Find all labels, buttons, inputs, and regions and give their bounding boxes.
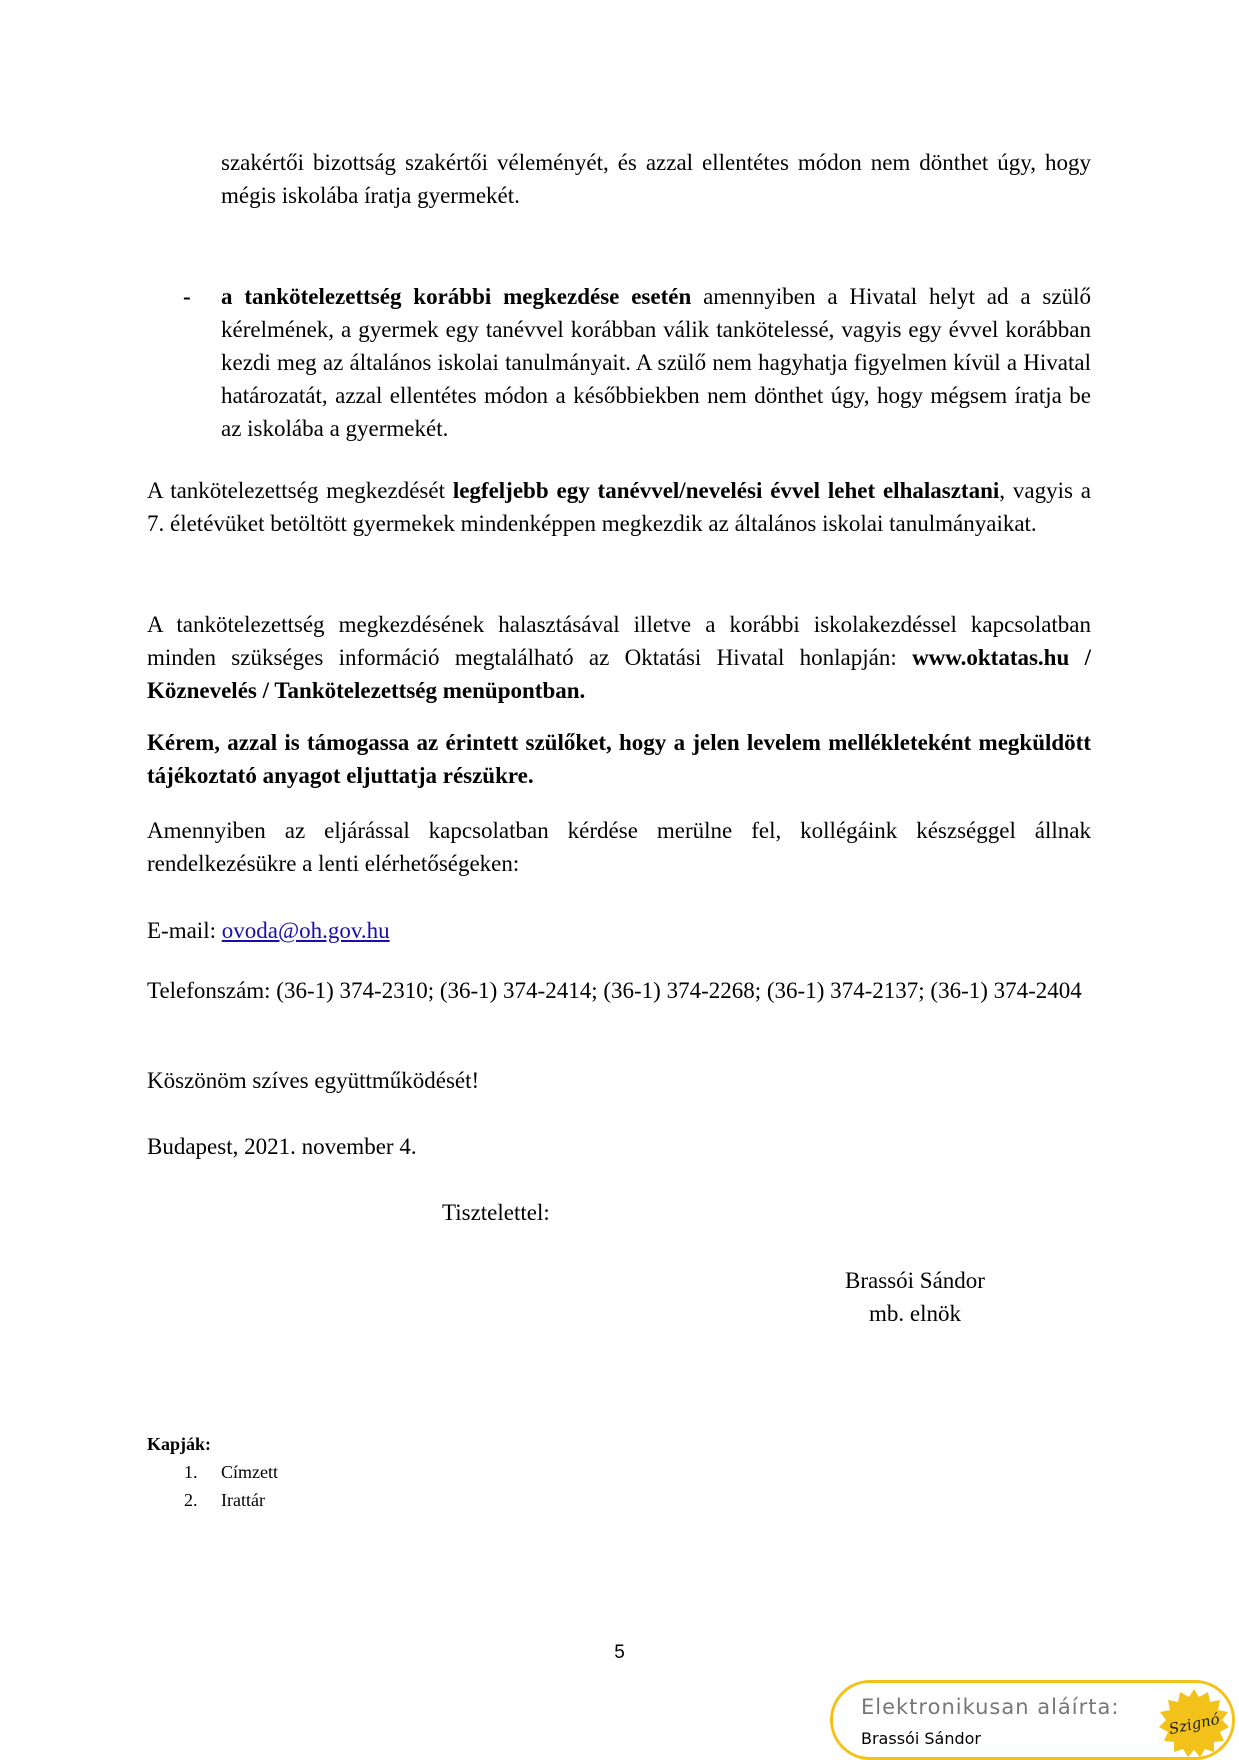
stamp-label: Elektronikusan aláírta: [861, 1695, 1120, 1719]
paragraph-text: A tankötelezettség megkezdésének halasztásával illetve a korábbi iskolakezdéssel kapcsolatban minden szükséges információ megtalálható az Oktatási Hivatal honlapján: [147, 612, 1091, 670]
paragraph-bold-text: legfeljebb egy tanévvel/nevelési évvel lehet elhalasztani [452, 478, 1000, 503]
paragraph-continuation [221, 146, 1091, 212]
thanks-line: Köszönöm szíves együttműködését! [147, 1068, 480, 1093]
recipients-heading: Kapják: [147, 1434, 212, 1454]
greeting: Tisztelettel: [442, 1200, 550, 1225]
request-bold-text: Kérem, azzal is támogassa az érintett szülőket, hogy a jelen levelem mellékleteként megküldött tájékoztató anyagot eljuttatja részükre. [147, 730, 1091, 788]
email-label: E-mail: [147, 918, 222, 943]
list-item [147, 1458, 278, 1486]
website-path: www.oktatas.hu / Köznevelés / Tankötelezettség menüpontban. [147, 645, 1091, 703]
request-paragraph [147, 726, 1091, 792]
signer-title: mb. elnök [869, 1301, 961, 1326]
bullet-bold-text: a tankötelezettség korábbi megkezdése esetén [221, 284, 692, 309]
list-item-label: Címzett [221, 1462, 278, 1482]
recipients-list [147, 1430, 278, 1514]
bullet-paragraph [221, 280, 1091, 445]
paragraph-text: A tankötelezettség megkezdését [147, 478, 453, 503]
information-paragraph [147, 608, 1091, 707]
signer-name: Brassói Sándor [845, 1268, 985, 1293]
e-signature-stamp [830, 1680, 1235, 1760]
list-item [147, 1486, 278, 1514]
signo-seal-icon [1158, 1687, 1230, 1759]
place-date: Budapest, 2021. november 4. [147, 1134, 417, 1159]
phone-line [147, 974, 1091, 1007]
stamp-signer-name: Brassói Sándor [861, 1729, 981, 1748]
contact-paragraph [147, 814, 1091, 880]
paragraph-text: Amennyiben az eljárással kapcsolatban kérdése merülne fel, kollégáink készséggel állnak rendelkezésükre a lenti elérhetőségeken: [147, 818, 1091, 876]
bullet-text: amennyiben a Hivatal helyt ad a szülő kérelmének, a gyermek egy tanévvel korábban válik tankötelessé, vagyis egy évvel korábban kezdi meg az általános iskolai tanulmányait. A szülő nem hagyhatja figyelmen kívül a Hivatal határozatát, azzal ellentétes módon a későbbiekben nem dönthet úgy, hogy mégsem íratja be az iskolába a gyermekét. [221, 284, 1091, 441]
list-item-number: 2. [184, 1490, 198, 1510]
postponement-paragraph [147, 474, 1091, 540]
paragraph-text: szakértői bizottság szakértői véleményét, és azzal ellentétes módon nem dönthet úgy, hogy mégis iskolába íratja gyermekét. [221, 150, 1091, 208]
bullet-dash: - [183, 284, 191, 309]
svg-text:Szignó: Szignó [1167, 1709, 1222, 1739]
signature-block [770, 1264, 1060, 1330]
list-item-label: Irattár [221, 1490, 265, 1510]
phone-text: Telefonszám: (36-1) 374-2310; (36-1) 374-2414; (36-1) 374-2268; (36-1) 374-2137; (36-1) 374-2404 [147, 978, 1082, 1003]
list-item-number: 1. [184, 1462, 198, 1482]
paragraph-text: , vagyis a 7. életévüket betöltött gyermekek mindenképpen megkezdik az általános iskolai tanulmányaikat. [147, 478, 1091, 536]
email-line [147, 914, 1091, 947]
email-link[interactable]: ovoda@oh.gov.hu [221, 918, 390, 943]
page-number: 5 [614, 1642, 625, 1663]
